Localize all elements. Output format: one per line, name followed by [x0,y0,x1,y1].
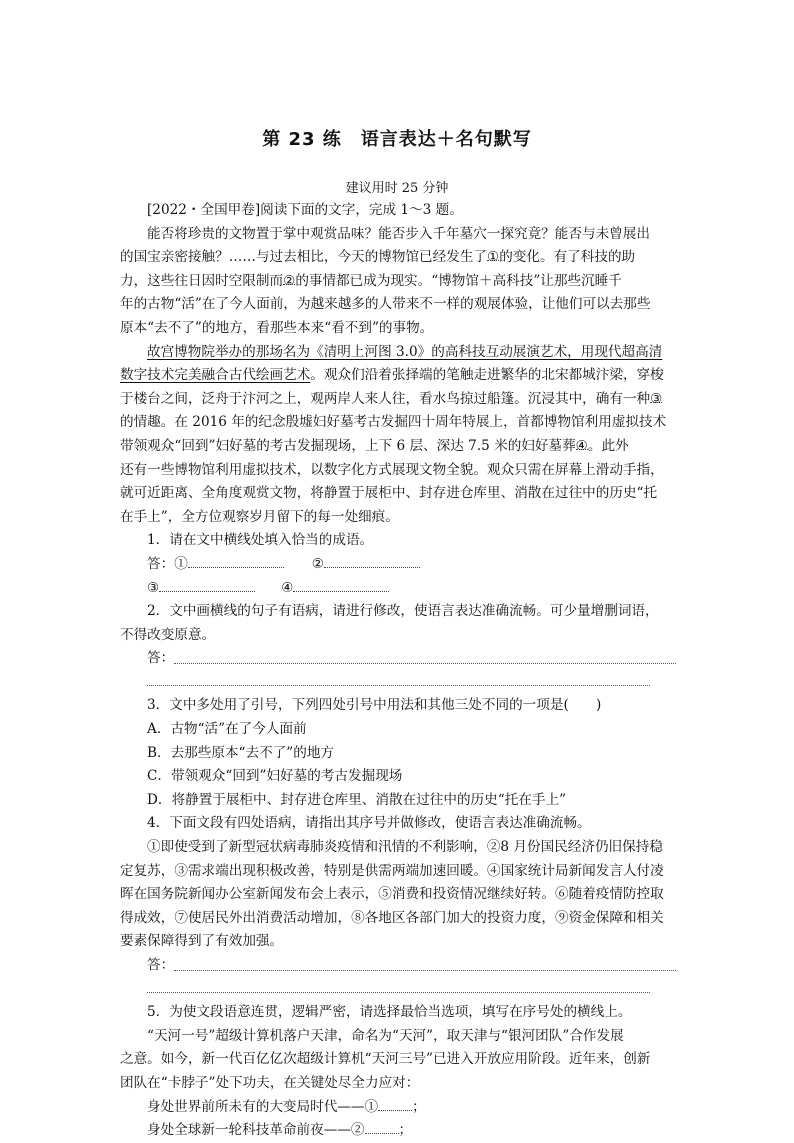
passage-line: 的情趣。在 2016 年的纪念殷墟妇好墓考古发掘四十周年特展上，首都博物馆利用虚拟技术 [120,414,667,431]
answer-label: 答： [147,650,175,667]
answer-number: ④ [281,579,294,596]
dotted-rule [174,970,676,971]
question-2-prompt: 2．文中画横线的句子有语病，请进行修改，使语言表达准确流畅。可少量增删词语， [147,603,659,620]
question-4-text: 要素保障得到了有效加强。 [120,933,284,950]
passage-text: 的国宝亲密接触？……与过去相比，今天的博物馆已经发生了 [120,249,488,266]
dotted-rule [174,663,676,664]
blank-number: ① [364,1098,379,1115]
answer-line[interactable] [120,978,676,1002]
passage-text: 。观众们沿着张择端的笔触走进繁华的北宋都城汴梁，穿梭 [310,367,664,384]
answer-blank-1[interactable] [188,553,284,568]
underlined-sentence: 数字技术完美融合古代绘画艺术 [120,367,311,384]
answer-line[interactable] [120,647,676,671]
question-2-prompt: 不得改变原意。 [120,626,216,643]
blank-number: ③ [650,390,663,407]
blank-2 [283,270,296,289]
passage-line: 年的古物“活”在了今人面前，为越来越多的人带来不一样的观展体验，让他们可以去那些 [120,296,651,313]
blank-number: ④ [575,437,588,454]
question-4-text: 晖在国务院新闻办公室新闻发布会上表示，⑤消费和投资情况继续好转。⑥随着疫情防控取 [120,886,664,903]
passage-line [120,388,676,412]
passage-line [120,246,676,270]
passage-text: 带领观众“回到”妇好墓的考古发掘现场，上下 6 层、深达 7.5 米的妇好墓葬 [120,437,576,454]
answer-line[interactable] [120,671,676,695]
passage-text: ； [398,1122,413,1139]
option-b[interactable]: B．去那些原本“去不了”的地方 [147,744,335,761]
question-1-prompt: 1．请在文中横线处填入恰当的成语。 [147,532,374,549]
option-a[interactable]: A．古物“活”在了今人面前 [147,721,307,738]
question-1-answer-row [120,553,676,577]
passage-text: 的变化。有了科技的助 [499,249,636,266]
intro-line: [2022・全国甲卷]阅读下面的文字，完成 1～3 题。 [147,202,463,218]
passage-line: 还有一些博物馆利用虚拟技术，以数字化方式展现文物全貌。观众只需在屏幕上滑动手指， [120,461,664,478]
underlined-sentence: 故宫博物院举办的那场名为《清明上河图 3.0》的高科技互动展演艺术，用现代超高清 [147,343,663,360]
answer-blank-3[interactable] [159,577,255,592]
answer-label: 答： [147,555,175,572]
option-d[interactable]: D．将静置于展柜中、封存进仓库里、消散在过往中的历史“托在手上” [147,791,567,808]
dotted-rule [147,685,650,686]
question-1-answer-row [120,577,676,601]
answer-line[interactable] [120,954,676,978]
exercise-body [120,199,676,1143]
question-5-sentence [120,1096,676,1120]
passage-text: ； [412,1098,426,1115]
page-title: 第 23 练 语言表达＋名句默写 [262,129,532,150]
passage-line: 能否将珍贵的文物置于掌中观赏品味？能否步入千年墓穴一探究竟？能否与未曾展出 [147,225,650,242]
time-hint: 建议用时 25 分钟 [345,181,449,196]
question-4-text: 得成效，⑦使居民外出消费活动增加，⑧各地区各部门加大的投资力度，⑨资金保障和相关 [120,909,664,926]
blank-number: ② [283,272,296,289]
passage-text: 身处全球新一轮科技革命前夜—— [147,1122,351,1139]
answer-number: ③ [147,579,160,596]
question-4-text: ①即使受到了新型冠状病毒肺炎疫情和汛情的不利影响，②8 月份国民经济仍旧保持稳 [147,839,663,856]
passage-line: 在手上”，全方位观察岁月留下的每一处细痕。 [120,508,399,525]
answer-blank-5-1[interactable] [378,1096,412,1111]
passage-text: 于楼台之间，泛舟于汴河之上，观两岸人来人往，看水鸟掠过船篷。沉浸其中，确有一种 [120,390,651,407]
answer-number: ① [174,555,188,572]
question-5-text: “天河一号”超级计算机落户天津，命名为“天河”，取天津与“银河团队”合作发展 [147,1027,624,1044]
question-3-prompt: 3．文中多处用了引号，下列四处引号中用法和其他三处不同的一项是( ) [147,697,602,714]
passage-line [120,364,676,388]
question-5-text: 之意。如今，新一代百亿亿次超级计算机“天河三号”已进入开放应用阶段。近年来，创新 [120,1051,651,1068]
passage-text: 的事情都已成为现实。“博物馆＋高科技”让那些沉睡千 [295,272,622,289]
question-4-prompt: 4．下面文段有四处语病，请指出其序号并做修改，使语言表达准确流畅。 [147,815,591,832]
question-4-text: 定复苏，③需求端出现积极改善，特别是供需两端加速回暖。④国家统计局新闻发言人付凌 [120,862,664,879]
passage-text: 。此外 [587,437,629,454]
dotted-rule [147,992,650,993]
passage-text: 身处世界前所未有的大变局时代—— [147,1098,365,1115]
passage-text: 力，这些往日因时空限制而 [120,272,284,289]
answer-label: 答： [147,957,175,973]
blank-4 [575,435,588,454]
passage-line: 就可近距离、全角度观赏文物，将静置于展柜中、封存进仓库里、消散在过往中的历史“托 [120,485,658,502]
answer-blank-5-2[interactable] [365,1119,399,1134]
passage-line [120,341,676,365]
blank-1 [487,246,500,266]
passage-line [120,435,676,459]
blank-number: ① [487,249,500,266]
answer-blank-4[interactable] [293,577,389,592]
blank-3 [650,388,663,407]
question-5-text: 团队在“卡脖子”处下功夫，在关键处尽全力应对： [120,1074,420,1091]
question-5-prompt: 5．为使文段语意连贯，逻辑严密，请选择最恰当选项，填写在序号处的横线上。 [147,1004,632,1021]
option-c[interactable]: C．带领观众“回到”妇好墓的考古发掘现场 [147,768,403,785]
answer-blank-2[interactable] [324,553,420,568]
blank-number: ② [350,1122,365,1139]
answer-number: ② [311,555,324,572]
passage-line [120,270,676,294]
passage-line: 原本“去不了”的地方，看那些本来“看不到”的事物。 [120,319,434,336]
